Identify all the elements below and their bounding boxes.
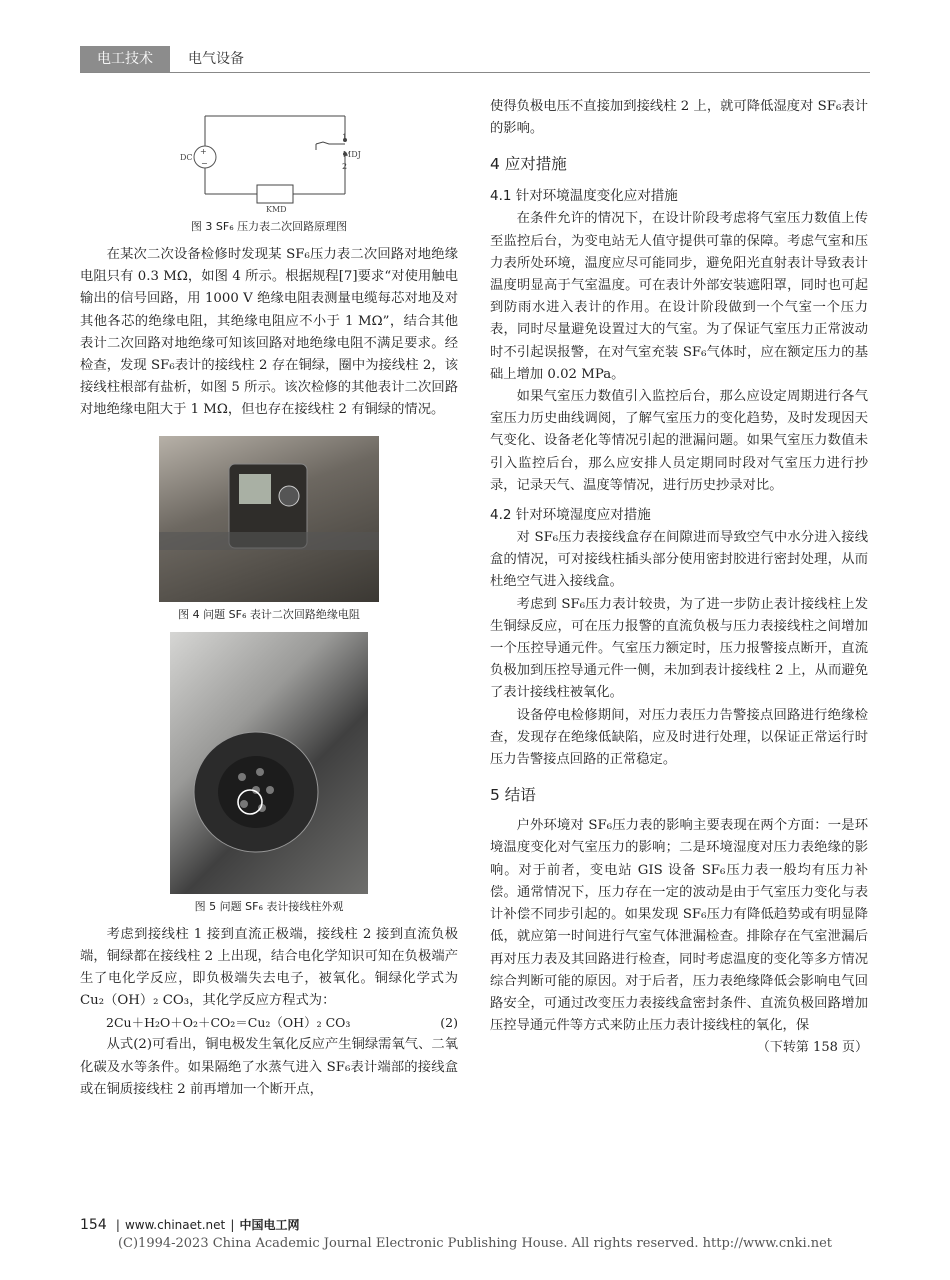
figure-3-caption: 图 3 SF₆ 压力表二次回路原理图: [190, 220, 348, 233]
page-number: 154: [80, 1217, 107, 1233]
section-heading: 4 应对措施: [490, 155, 567, 174]
section-heading: 5 结语: [490, 786, 536, 805]
header-rule: [80, 72, 870, 73]
equation-text: 2Cu＋H₂O＋O₂＋CO₂＝Cu₂（OH）₂ CO₃: [106, 1015, 351, 1031]
footer-brand: 中国电工网: [239, 1218, 300, 1232]
paragraph: 在某次二次设备检修时发现某 SF₆压力表二次回路对地绝缘电阻只有 0.3 MΩ，如图 4 所示。根据规程[7]要求“对使用触电输出的信号回路，用 1000 V 绝缘电阻表测量电缆每芯对地及对其他各芯的绝缘电阻，其绝缘电阻应不小于 1 MΩ”，结合其他表计二次回路对地绝缘可知该回路对地绝缘电阻不满足要求。经检查，发现 SF₆表计的接线柱 2 存在铜绿，圈中为接线柱 2，该接线柱根部有盐析，如图 5 所示。该次检修的其他表计二次回路对地绝缘电阻大于 1 MΩ，但也存在接线柱 2 有铜绿的情况。: [80, 247, 458, 418]
paragraph: 在条件允许的情况下，在设计阶段考虑将气室压力数值上传至监控后台，为变电站无人值守提供可靠的保障。考虑气室和压力表所处环境，温度应尽可能同步，避免阳光直射表计导致表计温度明显高于气室温度。可在表计外部安装遮阳罩，同时也可起到防雨水进入表计的作用。在设计阶段做到一个气室一个压力表，同时尽量避免设置过大的气室。为了保证气室压力正常波动时不引起误报警，在对气室充装 SF₆气体时，应在额定压力的基础上增加 0.02 MPa。: [490, 211, 868, 382]
svg-text:+: +: [200, 147, 207, 156]
circuit-diagram: [80, 96, 458, 214]
figure-4-caption: 图 4 问题 SF₆ 表计二次回路绝缘电阻: [178, 607, 360, 621]
section-label: 电气设备: [188, 51, 244, 67]
subsection-heading: 4.1 针对环境温度变化应对措施: [490, 188, 678, 205]
subsection-heading: 4.2 针对环境湿度应对措施: [490, 507, 651, 524]
footer-separator: |: [115, 1218, 120, 1232]
copyright-line: (C)1994-2023 China Academic Journal Electronic Publishing House. All rights reserved. http://www.cnki.net: [117, 1236, 833, 1251]
label-kmd: KMD: [266, 205, 287, 214]
paragraph: 如果气室压力数值引入监控后台，那么应设定周期进行各气室压力历史曲线调阅，了解气室压力的变化趋势，及时发现因天气变化、设备老化等情况引起的泄漏问题。如果气室压力数值未引入监控后台，那么应安排人员定期同时段对气室压力进行抄录，记录天气、温度等情况，进行历史抄录对比。: [490, 389, 868, 493]
svg-text:−: −: [201, 159, 208, 168]
paragraph: 考虑到接线柱 1 接到直流正极端，接线柱 2 接到直流负极端，铜绿都在接线柱 2 上出现，结合电化学知识可知在负极端产生了电化学反应，即负极端失去电子，被氧化。铜绿化学式为 Cu₂（OH）₂ CO₃，其化学反应方程式为：: [80, 926, 458, 1009]
page-footer: [80, 1214, 870, 1233]
right-column: [490, 96, 868, 1059]
figure-4-photo: [159, 436, 379, 602]
footer-separator: |: [230, 1218, 235, 1232]
figure-5-photo: [170, 632, 368, 894]
paragraph: 设备停电检修期间，对压力表压力告警接点回路进行绝缘检查，发现存在绝缘低缺陷，应及时进行处理，以保证正常运行时压力告警接点回路的正常稳定。: [490, 707, 868, 768]
label-dc: DC: [180, 153, 193, 162]
paragraph: 户外环境对 SF₆压力表的影响主要表现在两个方面：一是环境温度变化对气室压力的影响；二是环境湿度对压力表绝缘的影响。对于前者，变电站 GIS 设备 SF₆压力表一般均有压力补偿。通常情况下，压力存在一定的波动是由于气室压力变化与表计补偿不同步引起的。如果发现 SF₆压力有降低趋势或有明显降低，就应第一时间进行气室气体泄漏检查。排除存在气室泄漏后再对压力表及其回路进行检查，同时考虑温度的变化等多方情况综合判断可能的原因。对于后者，压力表绝缘降低会影响电气回路安全，可通过改变压力表接线盒密封条件、直流负极回路增加压控导通元件等方式来防止压力表计接线柱的氧化，保: [490, 818, 868, 1034]
paragraph: 从式(2)可看出，铜电极发生氧化反应产生铜绿需氧气、二氧化碳及水等条件。如果隔绝了水蒸气进入 SF₆表计端部的接线盒或在铜质接线柱 2 前再增加一个断开点，: [80, 1037, 458, 1097]
figure-3: [80, 96, 458, 214]
label-2: 2: [342, 162, 348, 171]
figure-5-caption: 图 5 问题 SF₆ 表计接线柱外观: [194, 899, 344, 913]
continued-note: （下转第 158 页）: [756, 1040, 868, 1056]
label-mdj: MDJ: [343, 150, 361, 159]
paragraph: 使得负极电压不直接加到接线柱 2 上，就可降低湿度对 SF₆表计的影响。: [490, 99, 868, 137]
paragraph: 考虑到 SF₆压力表计较贵，为了进一步防止表计接线柱上发生铜绿反应，可在压力报警的直流负极与压力表接线柱之间增加一个压控导通元件。气室压力额定时，压力报警接点断开，直流负极加到压控导通元件一侧，未加到表计接线柱 2 上，从而避免了表计接线柱被氧化。: [490, 596, 868, 701]
paragraph: 对 SF₆压力表接线盒存在间隙进而导致空气中水分进入接线盒的情况，可对接线柱插头部分使用密封胶进行密封处理，从而杜绝空气进入接线盒。: [490, 530, 868, 590]
journal-tag: 电工技术: [80, 46, 170, 72]
equation-2: [80, 1012, 458, 1034]
page-header: [80, 46, 870, 72]
footer-site[interactable]: www.chinaet.net: [124, 1218, 226, 1232]
label-1: 1: [342, 133, 348, 142]
equation-number: (2): [440, 1015, 458, 1031]
left-column: [80, 96, 458, 1101]
